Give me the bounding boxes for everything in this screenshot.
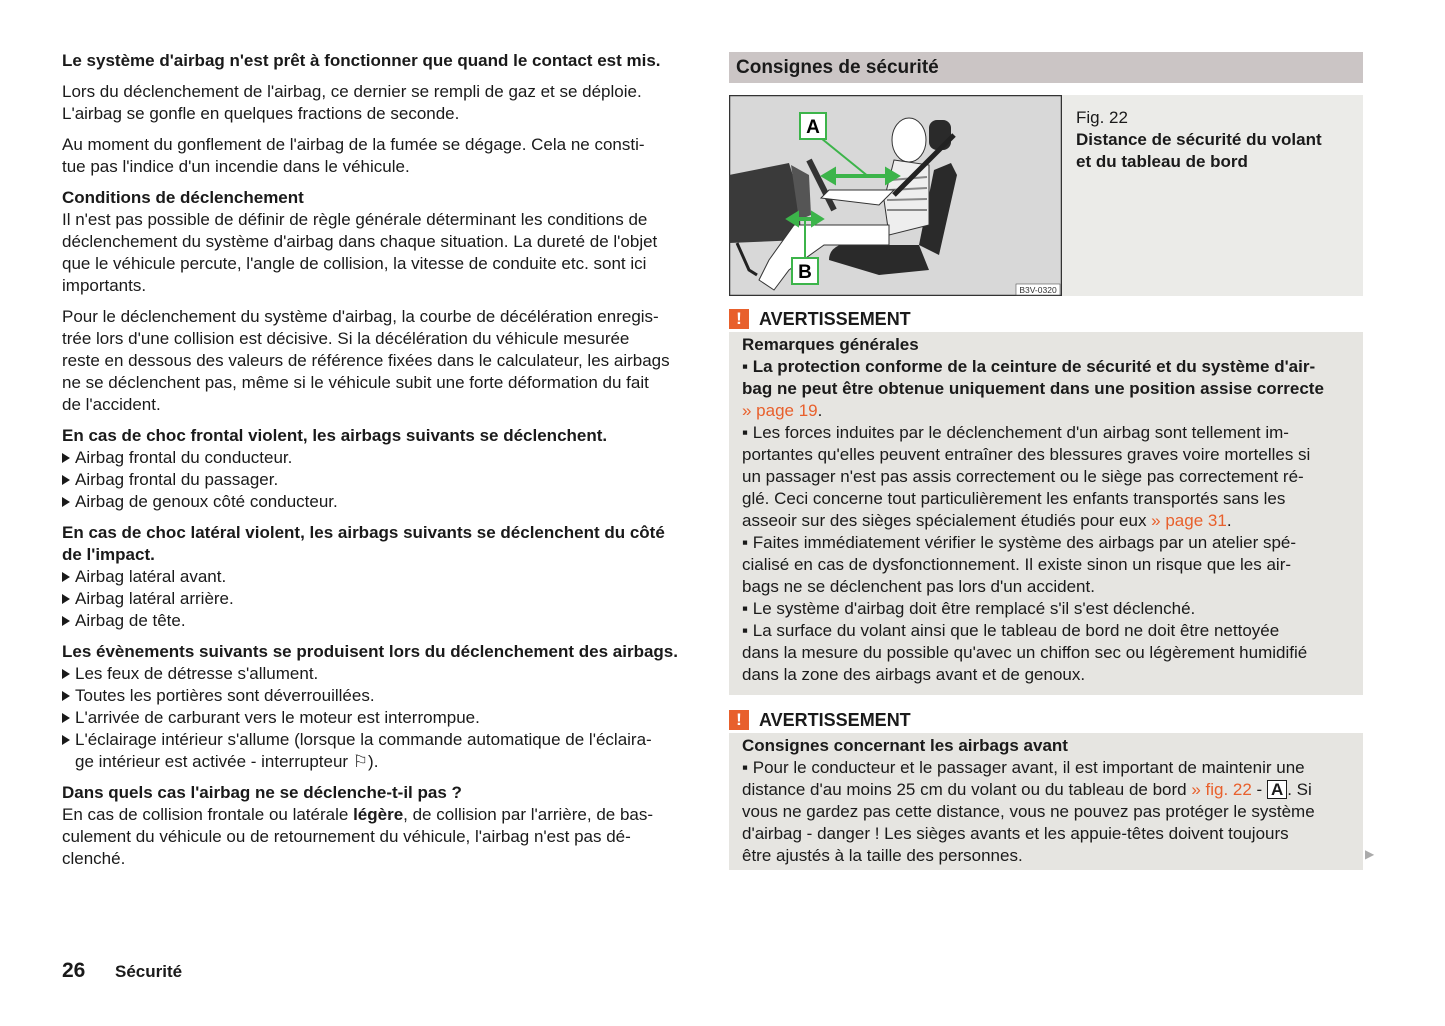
text-line: de l'accident. — [62, 395, 161, 414]
label-b: B — [798, 262, 812, 283]
continue-arrow-icon: ▶ — [1365, 847, 1375, 861]
paragraph — [62, 522, 702, 632]
bullet-item: L'éclairage intérieur s'allume (lorsque la commande automatique de l'éclaira- — [62, 729, 702, 751]
text-segment: de l'impact. — [62, 545, 155, 564]
text-segment: légère — [353, 805, 404, 824]
text-line — [742, 400, 1350, 422]
bullet-item: Airbag de genoux côté conducteur. — [62, 491, 702, 513]
text-line: cialisé en cas de dysfonctionnement. Il existe sinon un risque que les air- — [742, 555, 1292, 574]
text-line — [742, 510, 1350, 532]
text-line: ▪ Pour le conducteur et le passager avant, il est important de maintenir une — [742, 758, 1305, 777]
text-segment: - — [1251, 780, 1267, 799]
text-line: Il n'est pas possible de définir de règle générale déterminant les conditions de — [62, 210, 648, 229]
figure-caption — [1076, 107, 1322, 173]
text-line: importants. — [62, 276, 147, 295]
text-line: trée lors d'une collision est décisive. Si la décélération du véhicule mesurée — [62, 329, 630, 348]
figure-number: Fig. 22 — [1076, 108, 1128, 127]
text-line: ▪ Faites immédiatement vérifier le système des airbags par un atelier spé- — [742, 533, 1297, 552]
text-line: glé. Ceci concerne tout particulièrement les enfants transportés sans les — [742, 489, 1286, 508]
text-segment: asseoir sur des sièges spécialement étudiés pour eux — [742, 511, 1152, 530]
text-line: que le véhicule percute, l'angle de collision, la vitesse de conduite etc. sont ici — [62, 254, 647, 273]
text-segment: , de collision par l'arrière, de bas- — [403, 805, 654, 824]
seat-distance-illustration — [729, 95, 1062, 296]
section-header — [729, 52, 1363, 83]
bullet-item: L'arrivée de carburant vers le moteur est interrompue. — [62, 707, 702, 729]
paragraph — [62, 425, 702, 513]
text-line — [62, 544, 702, 566]
warning-icon: ! — [729, 710, 749, 730]
text-line — [742, 779, 1350, 801]
text-line: Pour le déclenchement du système d'airbag, la courbe de décélération enregis- — [62, 307, 659, 326]
text-line — [62, 782, 702, 804]
text-line: L'airbag se gonfle en quelques fractions de seconde. — [62, 104, 460, 123]
text-line: ne se déclenchent pas, même si le véhicule subit une forte déformation du fait — [62, 373, 649, 392]
warning-title: AVERTISSEMENT — [759, 710, 911, 730]
text-segment: . — [817, 401, 823, 420]
figure-code: B3V-0320 — [1019, 285, 1057, 295]
text-line: culement du véhicule ou de retournement du véhicule, l'airbag n'est pas dé- — [62, 827, 631, 846]
paragraph — [62, 782, 702, 870]
bullet-item: Les feux de détresse s'allument. — [62, 663, 702, 685]
text-line: être ajustés à la taille des personnes. — [742, 846, 1023, 865]
page-reference-link[interactable]: » page 19 — [742, 401, 818, 420]
text-line — [62, 522, 702, 544]
text-line: portantes qu'elles peuvent entraîner des blessures graves voire mortelles si — [742, 445, 1311, 464]
bullet-item: Airbag frontal du conducteur. — [62, 447, 702, 469]
text-line: bags ne se déclenchent pas lors d'un accident. — [742, 577, 1095, 596]
text-line: un passager n'est pas assis correctement ou le siège pas correctement ré- — [742, 467, 1304, 486]
figure-key-label: A — [1267, 780, 1287, 799]
text-segment: En cas de choc latéral violent, les airbags suivants se déclenchent du côté — [62, 523, 665, 542]
figure-title-line: et du tableau de bord — [1076, 152, 1248, 171]
text-line — [62, 804, 702, 826]
text-line — [62, 425, 702, 447]
text-segment: Dans quels cas l'airbag ne se déclenche-t-il pas ? — [62, 783, 462, 802]
text-line: dans la mesure du possible qu'avec un chiffon sec ou légèrement humidifié — [742, 643, 1308, 662]
text-segment: . — [1226, 511, 1232, 530]
left-column — [62, 50, 702, 879]
paragraph — [62, 81, 702, 125]
label-a: A — [806, 117, 820, 138]
text-line — [742, 378, 1350, 400]
page-reference-link[interactable]: » fig. 22 — [1191, 780, 1252, 799]
text-segment: Remarques générales — [742, 335, 919, 354]
bullet-item: Airbag frontal du passager. — [62, 469, 702, 491]
bullet-item: Airbag latéral arrière. — [62, 588, 702, 610]
figure-title-line: Distance de sécurité du volant — [1076, 130, 1322, 149]
bullet-item: Airbag de tête. — [62, 610, 702, 632]
text-line: Au moment du gonflement de l'airbag de la fumée se dégage. Cela ne consti- — [62, 135, 645, 154]
text-line — [742, 334, 1350, 356]
text-segment: bag ne peut être obtenue uniquement dans une position assise correcte — [742, 379, 1324, 398]
text-line: Lors du déclenchement de l'airbag, ce dernier se rempli de gaz et se déploie. — [62, 82, 642, 101]
warning-box-general — [729, 308, 1363, 695]
paragraph — [62, 641, 702, 773]
page-number: 26 — [62, 959, 86, 982]
text-segment: Conditions de déclenchement — [62, 188, 304, 207]
text-segment: En cas de choc frontal violent, les airbags suivants se déclenchent. — [62, 426, 608, 445]
bullet-item: Toutes les portières sont déverrouillées. — [62, 685, 702, 707]
text-line — [742, 735, 1350, 757]
footer-section: Sécurité — [115, 962, 183, 981]
bullet-item-continuation: ge intérieur est activée - interrupteur ⚐). — [75, 752, 379, 771]
text-line — [62, 187, 702, 209]
text-line: clenché. — [62, 849, 126, 868]
text-line: dans la zone des airbags avant et de genoux. — [742, 665, 1086, 684]
paragraph — [62, 306, 702, 416]
text-line — [62, 50, 702, 72]
paragraph — [62, 187, 702, 297]
text-segment: ▪ La protection conforme de la ceinture de sécurité et du système d'air- — [742, 357, 1316, 376]
paragraph — [62, 50, 702, 72]
warning-title: AVERTISSEMENT — [759, 309, 911, 329]
text-line: ▪ Le système d'airbag doit être remplacé s'il s'est déclenché. — [742, 599, 1196, 618]
text-segment: . Si — [1287, 780, 1312, 799]
warning-box-front-airbags — [729, 709, 1363, 870]
text-segment: Consignes concernant les airbags avant — [742, 736, 1068, 755]
text-segment: distance d'au moins 25 cm du volant ou du tableau de bord — [742, 780, 1192, 799]
text-line: vous ne gardez pas cette distance, vous ne pouvez pas protéger le système — [742, 802, 1315, 821]
text-line: tue pas l'indice d'un incendie dans le véhicule. — [62, 157, 410, 176]
text-line: ▪ La surface du volant ainsi que le tableau de bord ne doit être nettoyée — [742, 621, 1280, 640]
text-line: déclenchement du système d'airbag dans chaque situation. La dureté de l'objet — [62, 232, 658, 251]
text-line — [62, 641, 702, 663]
paragraph — [62, 134, 702, 178]
figure-block — [729, 95, 1363, 296]
section-title: Consignes de sécurité — [736, 57, 939, 78]
text-line: reste en dessous des valeurs de référence fixées dans le calculateur, les airbags — [62, 351, 670, 370]
bullet-item: Airbag latéral avant. — [62, 566, 702, 588]
warning-icon: ! — [729, 309, 749, 329]
text-segment: En cas de collision frontale ou latérale — [62, 805, 354, 824]
text-line — [742, 356, 1350, 378]
text-line: ▪ Les forces induites par le déclenchement d'un airbag sont tellement im- — [742, 423, 1289, 442]
text-segment: Le système d'airbag n'est prêt à fonctionner que quand le contact est mis. — [62, 51, 661, 70]
page-reference-link[interactable]: » page 31 — [1151, 511, 1227, 530]
text-line: d'airbag - danger ! Les sièges avants et les appuie-têtes doivent toujours — [742, 824, 1289, 843]
text-segment: Les évènements suivants se produisent lors du déclenchement des airbags. — [62, 642, 678, 661]
